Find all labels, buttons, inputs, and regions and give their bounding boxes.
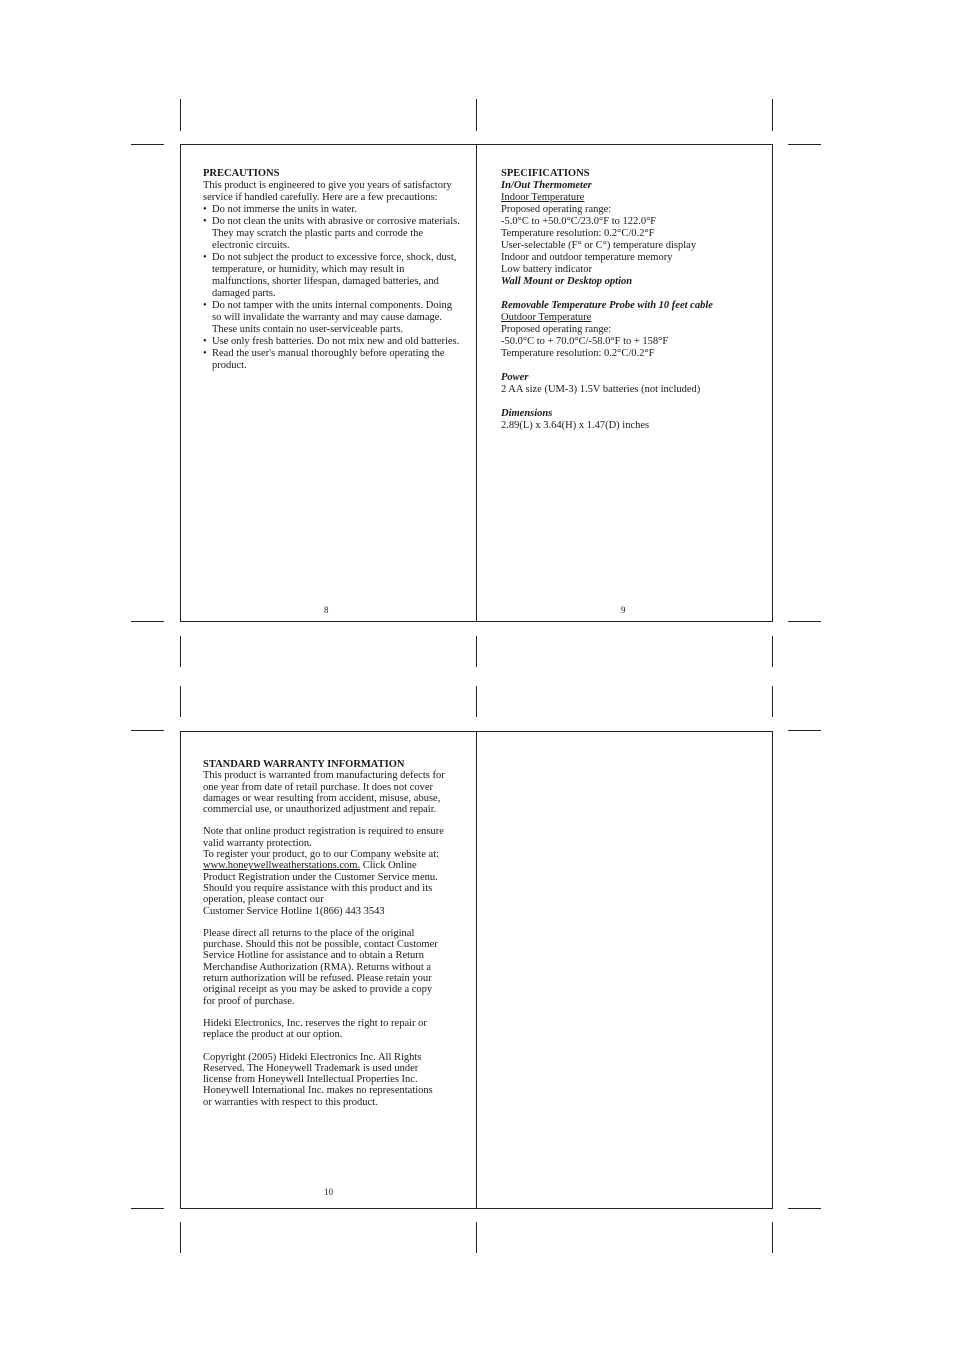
crop-mark bbox=[476, 1222, 477, 1253]
text-line: replace the product at our option. bbox=[203, 1029, 343, 1041]
crop-mark bbox=[476, 99, 477, 131]
list-item: • Do not immerse the units in water. bbox=[203, 204, 461, 216]
crop-mark bbox=[131, 621, 164, 622]
text-line: Reserved. The Honeywell Trademark is used under bbox=[203, 1062, 419, 1074]
text-line: Should you require assistance with this product and its bbox=[203, 882, 433, 894]
text-line: for proof of purchase. bbox=[203, 995, 295, 1007]
crop-mark bbox=[772, 1222, 773, 1253]
crop-mark bbox=[772, 99, 773, 131]
crop-mark bbox=[180, 1222, 181, 1253]
text-line: Merchandise Authorization (RMA). Returns without a bbox=[203, 961, 432, 973]
text-line: This product is warranted from manufacturing defects for bbox=[203, 770, 445, 782]
text-line: Copyright (2005) Hideki Electronics Inc. All Rights bbox=[203, 1051, 422, 1063]
precautions-list bbox=[203, 204, 461, 372]
bottom-sheet-divider bbox=[476, 731, 477, 1209]
text-fragment: Click Online bbox=[360, 860, 417, 872]
text-line: operation, please contact our bbox=[203, 894, 324, 906]
text-line: To register your product, go to our Company website at: bbox=[203, 849, 440, 861]
probe-heading: Removable Temperature Probe with 10 feet cable bbox=[501, 300, 713, 311]
page-number: 9 bbox=[621, 605, 626, 615]
text-line: Please direct all returns to the place of the original bbox=[203, 927, 415, 939]
warranty-section bbox=[203, 759, 471, 1108]
crop-mark bbox=[131, 1208, 164, 1209]
precautions-intro: This product is engineered to give you years of satisfactory service if handled carefully. Here are a few precautions: bbox=[203, 180, 452, 203]
crop-mark bbox=[180, 99, 181, 131]
text-line: or warranties with respect to this product. bbox=[203, 1096, 378, 1108]
thermometer-heading: In/Out Thermometer bbox=[501, 180, 592, 191]
specifications-title: SPECIFICATIONS bbox=[501, 168, 590, 179]
list-item: • Read the user's manual thoroughly before operating the product. bbox=[203, 348, 461, 372]
crop-mark bbox=[788, 621, 821, 622]
precautions-section bbox=[203, 168, 461, 372]
text-line: purchase. Should this not be possible, contact Customer bbox=[203, 939, 438, 951]
power-text: 2 AA size (UM-3) 1.5V batteries (not included) bbox=[501, 384, 701, 395]
text-line: Honeywell International Inc. makes no representations bbox=[203, 1085, 433, 1097]
crop-mark bbox=[131, 144, 164, 145]
text-line: Note that online product registration is required to ensure bbox=[203, 826, 444, 838]
text-line: valid warranty protection. bbox=[203, 837, 312, 849]
text-line: one year from date of retail purchase. It does not cover bbox=[203, 781, 434, 793]
spec-line: -5.0°C to +50.0°C/23.0°F to 122.0°F bbox=[501, 216, 657, 227]
dimensions-heading: Dimensions bbox=[501, 408, 553, 419]
crop-mark bbox=[476, 636, 477, 667]
crop-mark bbox=[772, 686, 773, 717]
crop-mark bbox=[180, 686, 181, 717]
dimensions-text: 2.89(L) x 3.64(H) x 1.47(D) inches bbox=[501, 420, 650, 431]
outdoor-heading: Outdoor Temperature bbox=[501, 312, 592, 323]
text-line: Hideki Electronics, Inc. reserves the right to repair or bbox=[203, 1017, 427, 1029]
crop-mark bbox=[476, 686, 477, 717]
precautions-title: PRECAUTIONS bbox=[203, 168, 280, 179]
text-line: Service Hotline for assistance and to obtain a Return bbox=[203, 950, 425, 962]
top-sheet-divider bbox=[476, 144, 477, 622]
text-line: original receipt as you may be asked to provide a copy bbox=[203, 984, 433, 996]
spec-line: Temperature resolution: 0.2°C/0.2°F bbox=[501, 348, 655, 359]
list-item: • Do not subject the product to excessive force, shock, dust, temperature, or humidity, which may result in malfunctions, shorter lifespan, damaged batteries, and damaged parts. bbox=[203, 252, 461, 300]
power-heading: Power bbox=[501, 372, 529, 383]
warranty-title: STANDARD WARRANTY INFORMATION bbox=[203, 759, 405, 770]
spec-line: Proposed operating range: bbox=[501, 204, 612, 215]
crop-mark bbox=[788, 144, 821, 145]
page-number: 10 bbox=[324, 1187, 333, 1197]
hotline-line: Customer Service Hotline 1(866) 443 3543 bbox=[203, 905, 385, 917]
spec-line: Low battery indicator bbox=[501, 264, 592, 275]
text-line: return authorization will be refused. Please retain your bbox=[203, 973, 432, 985]
text-line: commercial use, or unauthorized adjustment and repair. bbox=[203, 804, 437, 816]
spec-line: -50.0°C to + 70.0°C/-58.0°F to + 158°F bbox=[501, 336, 669, 347]
crop-mark bbox=[131, 730, 164, 731]
mount-heading: Wall Mount or Desktop option bbox=[501, 276, 633, 287]
spec-line: Proposed operating range: bbox=[501, 324, 612, 335]
text-line: Product Registration under the Customer Service menu. bbox=[203, 871, 438, 883]
text-line: damages or wear resulting from accident, misuse, abuse, bbox=[203, 792, 441, 804]
text-line: license from Honeywell Intellectual Properties Inc. bbox=[203, 1074, 418, 1086]
indoor-heading: Indoor Temperature bbox=[501, 192, 585, 203]
list-item: • Do not clean the units with abrasive or corrosive materials. They may scratch the plastic parts and corrode the electronic circuits. bbox=[203, 216, 461, 252]
page-number: 8 bbox=[324, 605, 329, 615]
list-item: • Use only fresh batteries. Do not mix new and old batteries. bbox=[203, 336, 461, 348]
spec-line: Indoor and outdoor temperature memory bbox=[501, 252, 673, 263]
list-item: • Do not tamper with the units internal components. Doing so will invalidate the warranty and may cause damage. These units contain no user-serviceable parts. bbox=[203, 300, 461, 336]
specifications-section bbox=[501, 168, 763, 432]
crop-mark bbox=[772, 636, 773, 667]
spec-line: Temperature resolution: 0.2°C/0.2°F bbox=[501, 228, 655, 239]
crop-mark bbox=[788, 730, 821, 731]
website-link[interactable]: www.honeywellweatherstations.com. bbox=[203, 860, 361, 872]
spec-line: User-selectable (F° or C°) temperature display bbox=[501, 240, 697, 251]
crop-mark bbox=[788, 1208, 821, 1209]
crop-mark bbox=[180, 636, 181, 667]
text-line bbox=[203, 860, 471, 871]
